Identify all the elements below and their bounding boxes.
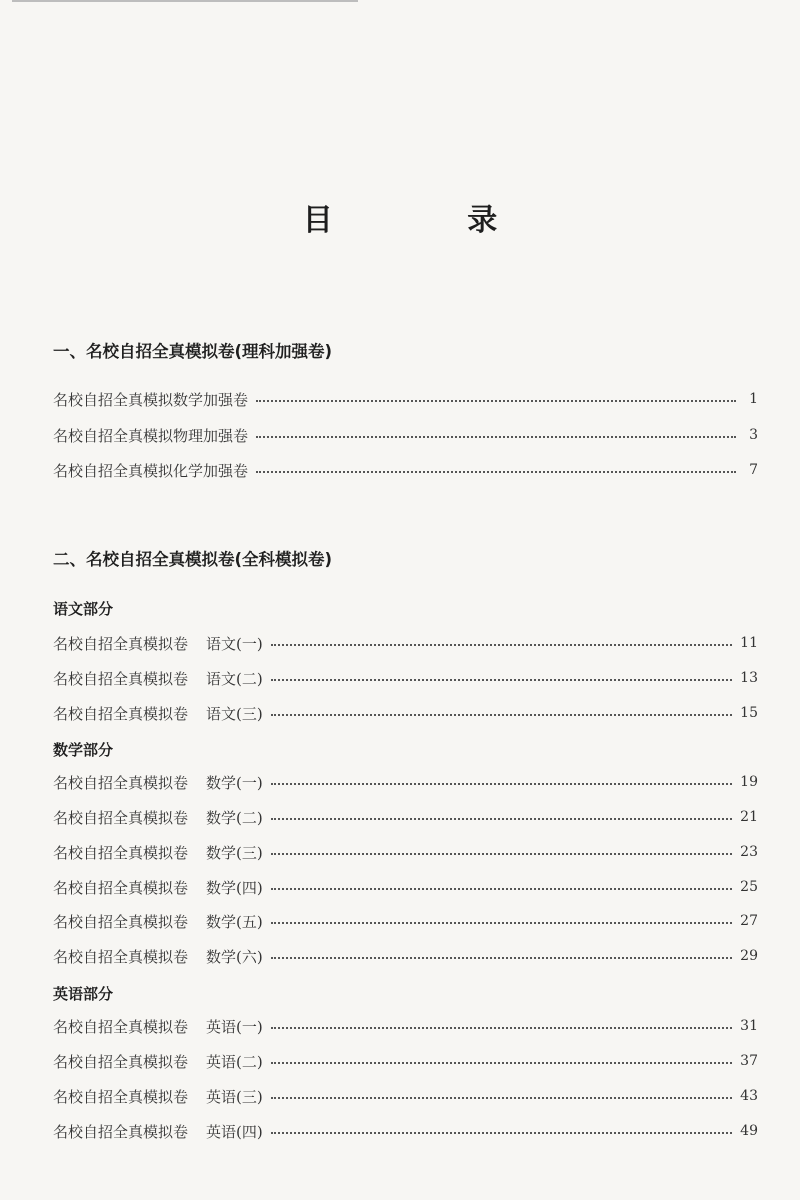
toc-entry-label: 名校自招全真模拟卷 数学(六) [53, 947, 263, 966]
dot-leader [271, 818, 732, 820]
toc-entry-label: 名校自招全真模拟卷 语文(二) [53, 669, 263, 688]
dot-leader [271, 1132, 732, 1134]
toc-entry-page: 25 [740, 879, 758, 895]
page-title: 目 录 [302, 203, 560, 238]
toc-entry-subject: 数学(六) [206, 947, 263, 966]
toc-entry-subject: 语文(二) [206, 669, 263, 688]
toc-entry[interactable] [53, 943, 758, 969]
toc-entry-label: 名校自招全真模拟物理加强卷 [53, 426, 249, 445]
toc-entry-page: 19 [740, 774, 758, 790]
dot-leader [271, 853, 732, 855]
dot-leader [271, 679, 732, 681]
section-heading-part1: 一、名校自招全真模拟卷(理科加强卷) [53, 342, 333, 361]
toc-entry-page: 37 [740, 1053, 758, 1069]
toc-entry[interactable] [53, 457, 758, 483]
toc-entry[interactable] [53, 700, 758, 726]
toc-entry-page: 43 [740, 1088, 758, 1104]
toc-entry-subject: 英语(二) [206, 1052, 263, 1071]
toc-entry-label: 名校自招全真模拟卷 英语(三) [53, 1087, 263, 1106]
toc-entry-label: 名校自招全真模拟卷 数学(二) [53, 808, 263, 827]
toc-entry-page: 15 [740, 705, 758, 721]
toc-entry-label: 名校自招全真模拟卷 英语(四) [53, 1122, 263, 1141]
dot-leader [271, 714, 732, 716]
dot-leader [271, 644, 732, 646]
toc-entry-label: 名校自招全真模拟卷 英语(一) [53, 1017, 263, 1036]
toc-entry-label: 名校自招全真模拟化学加强卷 [53, 461, 249, 480]
dot-leader [271, 1027, 732, 1029]
subsection-heading-english: 英语部分 [53, 985, 114, 1003]
toc-entry[interactable] [53, 1048, 758, 1074]
toc-entry-page: 1 [749, 391, 758, 407]
toc-entry-label: 名校自招全真模拟卷 语文(三) [53, 704, 263, 723]
toc-entry[interactable] [53, 1083, 758, 1109]
toc-entry[interactable] [53, 1118, 758, 1144]
dot-leader [256, 400, 736, 402]
toc-entry-page: 11 [740, 635, 758, 651]
subsection-heading-math: 数学部分 [53, 741, 114, 759]
toc-entry-page: 49 [740, 1123, 758, 1139]
toc-entry-page: 23 [740, 844, 758, 860]
toc-entry-subject: 数学(三) [206, 843, 263, 862]
toc-entry-page: 3 [749, 427, 758, 443]
dot-leader [256, 436, 736, 438]
dot-leader [271, 1097, 732, 1099]
dot-leader [271, 957, 732, 959]
toc-entry-subject: 英语(四) [206, 1122, 263, 1141]
toc-entry-subject: 英语(三) [206, 1087, 263, 1106]
toc-entry-page: 27 [740, 913, 758, 929]
toc-entry[interactable] [53, 665, 758, 691]
toc-entry[interactable] [53, 422, 758, 448]
toc-entry-label: 名校自招全真模拟卷 数学(四) [53, 878, 263, 897]
section-heading-part2: 二、名校自招全真模拟卷(全科模拟卷) [53, 550, 333, 569]
toc-entry[interactable] [53, 1013, 758, 1039]
toc-entry-label: 名校自招全真模拟数学加强卷 [53, 390, 249, 409]
toc-entry-subject: 数学(四) [206, 878, 263, 897]
toc-entry[interactable] [53, 839, 758, 865]
toc-entry-page: 7 [749, 462, 758, 478]
toc-entry[interactable] [53, 908, 758, 934]
toc-entry-page: 31 [740, 1018, 758, 1034]
toc-entry-subject: 数学(二) [206, 808, 263, 827]
toc-entry[interactable] [53, 386, 758, 412]
toc-entry-label: 名校自招全真模拟卷 数学(三) [53, 843, 263, 862]
subsection-heading-chinese: 语文部分 [53, 600, 114, 618]
toc-entry[interactable] [53, 630, 758, 656]
toc-entry-page: 29 [740, 948, 758, 964]
toc-entry-subject: 语文(三) [206, 704, 263, 723]
toc-entry[interactable] [53, 874, 758, 900]
dot-leader [271, 922, 732, 924]
toc-entry-subject: 语文(一) [206, 634, 263, 653]
toc-entry[interactable] [53, 769, 758, 795]
dot-leader [271, 1062, 732, 1064]
toc-entry-label: 名校自招全真模拟卷 语文(一) [53, 634, 263, 653]
toc-entry-subject: 数学(五) [206, 912, 263, 931]
toc-entry-page: 13 [740, 670, 758, 686]
toc-entry-label: 名校自招全真模拟卷 英语(二) [53, 1052, 263, 1071]
toc-entry-page: 21 [740, 809, 758, 825]
toc-entry-label: 名校自招全真模拟卷 数学(五) [53, 912, 263, 931]
toc-entry-subject: 英语(一) [206, 1017, 263, 1036]
top-rule [12, 0, 358, 2]
dot-leader [256, 471, 736, 473]
toc-entry[interactable] [53, 804, 758, 830]
toc-entry-label: 名校自招全真模拟卷 数学(一) [53, 773, 263, 792]
dot-leader [271, 783, 732, 785]
toc-entry-subject: 数学(一) [206, 773, 263, 792]
dot-leader [271, 888, 732, 890]
